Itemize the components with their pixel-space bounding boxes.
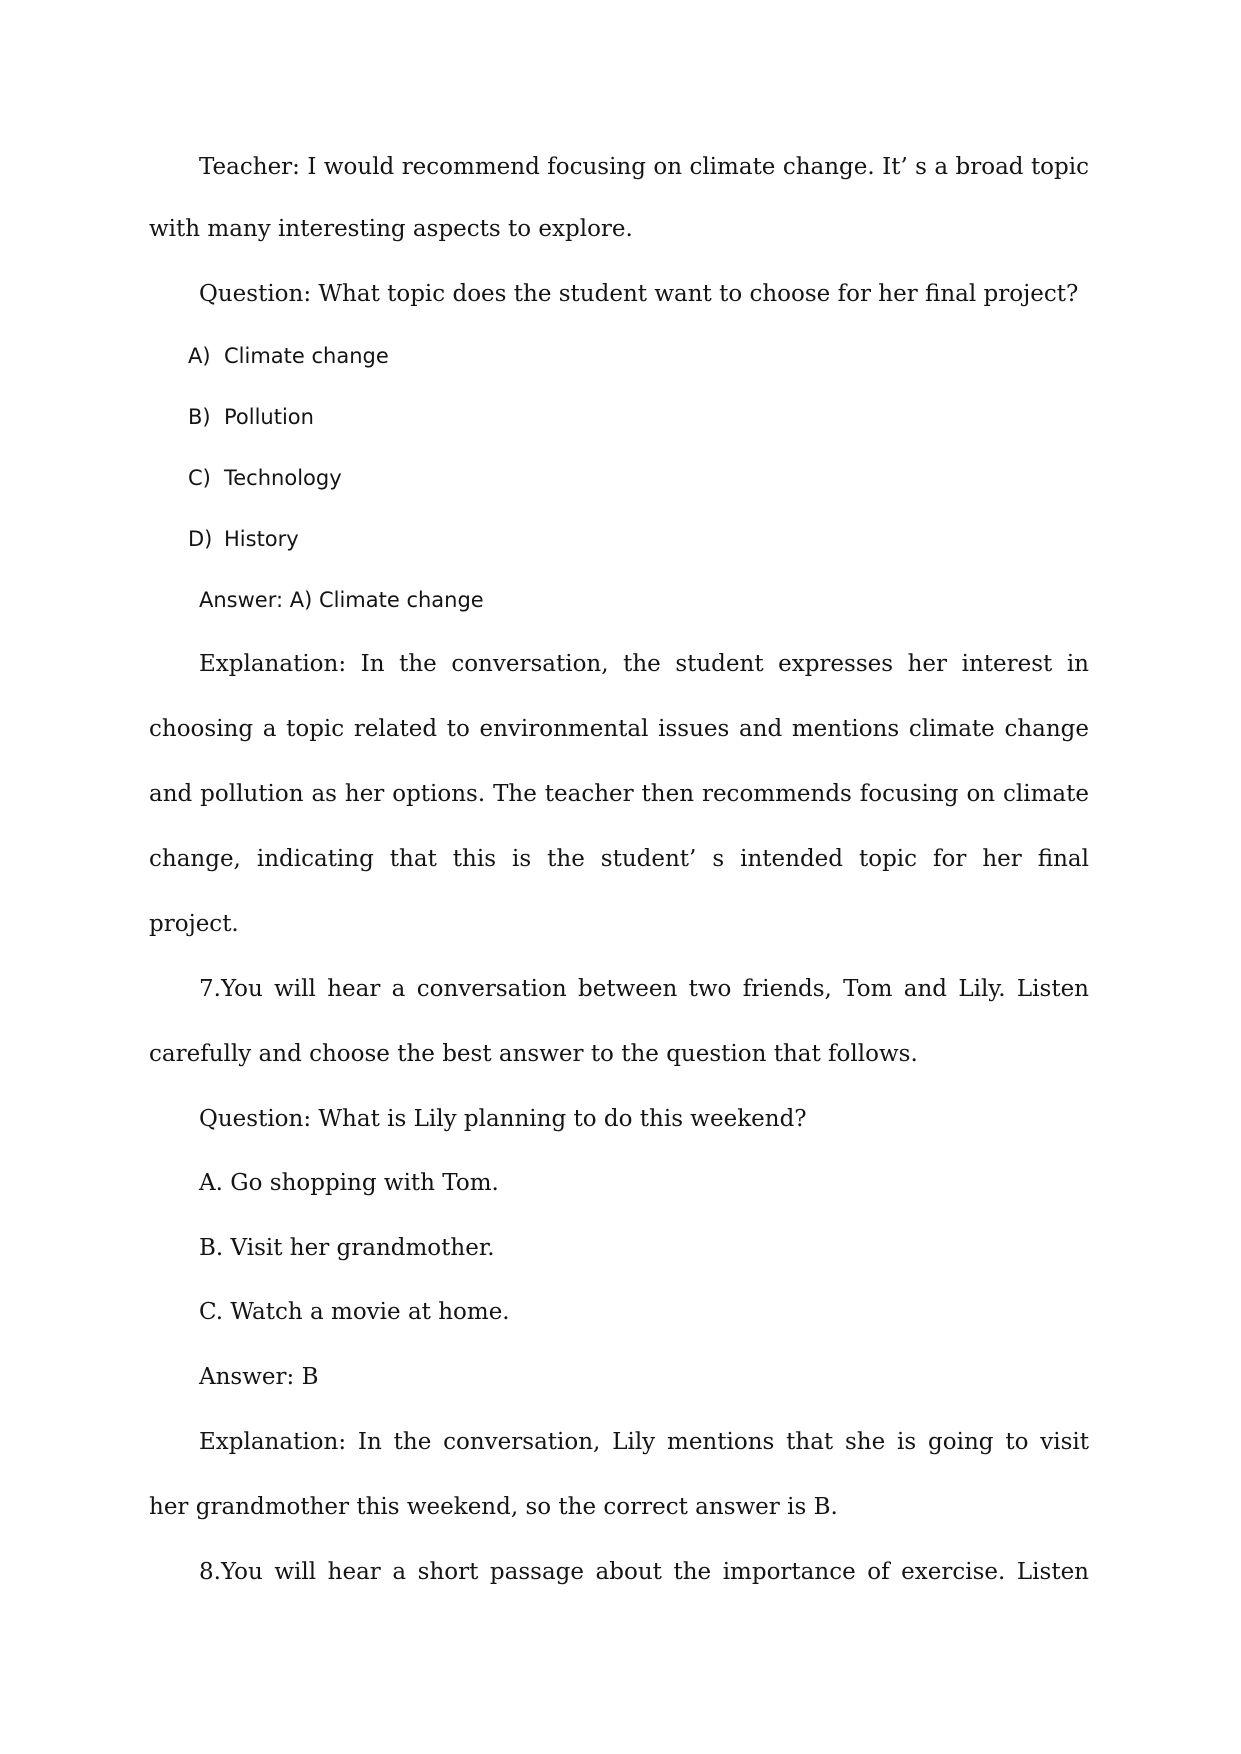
q6-explanation-line-2: choosing a topic related to environmental issues and mentions climate change — [149, 716, 1089, 742]
teacher-line-2: with many interesting aspects to explore. — [149, 216, 633, 242]
q6-explanation-line-5: project. — [149, 911, 239, 937]
q6-option-c-text: Technology — [224, 466, 342, 490]
teacher-line-1: Teacher: I would recommend focusing on climate change. It’ s a broad topic — [199, 154, 1089, 180]
q6-option-b-letter: B) — [188, 405, 211, 429]
q7-intro-line-2: carefully and choose the best answer to the question that follows. — [149, 1041, 918, 1067]
q7-answer: Answer: B — [199, 1364, 319, 1390]
q7-intro-line-1: 7.You will hear a conversation between two friends, Tom and Lily. Listen — [199, 976, 1089, 1002]
q6-option-c-letter: C) — [188, 466, 211, 490]
q7-question: Question: What is Lily planning to do this weekend? — [199, 1106, 807, 1132]
q7-option-b: B. Visit her grandmother. — [199, 1235, 495, 1261]
q6-answer: Answer: A) Climate change — [199, 588, 484, 612]
q6-option-d-text: History — [224, 527, 299, 551]
q6-option-a-letter: A) — [188, 344, 211, 368]
q6-explanation-line-4: change, indicating that this is the student’ s intended topic for her final — [149, 846, 1089, 872]
q6-explanation-line-3: and pollution as her options. The teacher then recommends focusing on climate — [149, 781, 1089, 807]
q7-explanation-line-2: her grandmother this weekend, so the correct answer is B. — [149, 1494, 838, 1520]
q7-option-a: A. Go shopping with Tom. — [199, 1170, 499, 1196]
q6-explanation-line-1: Explanation: In the conversation, the student expresses her interest in — [199, 651, 1089, 677]
q7-option-c: C. Watch a movie at home. — [199, 1299, 510, 1325]
q6-option-b-text: Pollution — [224, 405, 314, 429]
q8-intro-line-1: 8.You will hear a short passage about the importance of exercise. Listen — [199, 1559, 1089, 1585]
q6-option-d-letter: D) — [188, 527, 213, 551]
q6-option-a-text: Climate change — [224, 344, 389, 368]
q7-explanation-line-1: Explanation: In the conversation, Lily mentions that she is going to visit — [199, 1429, 1089, 1455]
q6-question: Question: What topic does the student want to choose for her final project? — [199, 281, 1079, 307]
